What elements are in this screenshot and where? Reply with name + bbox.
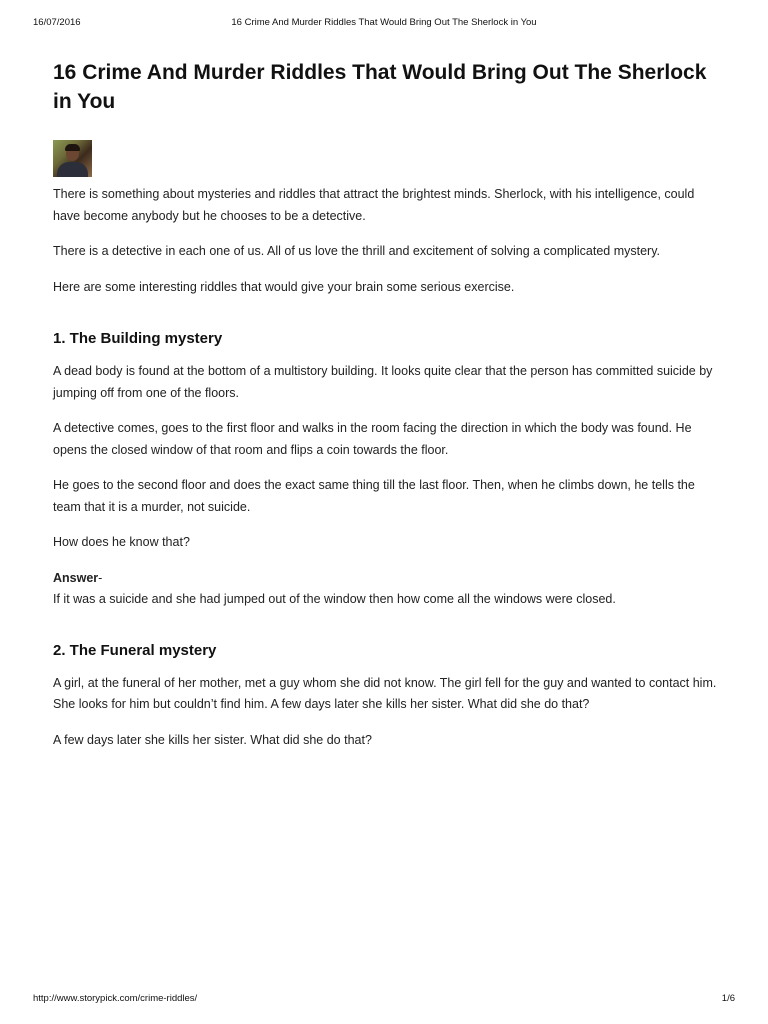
section-paragraph: A dead body is found at the bottom of a multistory building. It looks quite clear that the person has committed suicide by jumping off from one of the floors. xyxy=(53,364,713,400)
print-footer xyxy=(33,993,735,1007)
print-date: 16/07/2016 xyxy=(33,17,81,28)
section-heading-funeral-mystery: 2. The Funeral mystery xyxy=(53,641,217,659)
section-question: How does he know that? xyxy=(53,535,190,549)
print-url: http://www.storypick.com/crime-riddles/ xyxy=(33,993,198,1004)
article xyxy=(53,58,717,765)
intro-paragraph: Here are some interesting riddles that would give your brain some serious exercise. xyxy=(53,279,515,294)
answer-label: Answer xyxy=(53,570,99,585)
answer-block xyxy=(53,568,717,610)
intro-paragraph: There is a detective in each one of us. All of us love the thrill and excitement of solving a complicated mystery. xyxy=(53,244,661,258)
section-paragraph: A few days later she kills her sister. What did she do that? xyxy=(53,732,372,747)
author-avatar[interactable] xyxy=(53,140,92,177)
section-heading-building-mystery: 1. The Building mystery xyxy=(53,330,223,347)
print-header xyxy=(33,17,735,31)
intro-paragraph: There is something about mysteries and riddles that attract the brightest minds. Sherlock, with his intelligence, could have become anybody but he chooses to be a detective. xyxy=(53,187,695,223)
answer-text: If it was a suicide and she had jumped out of the window then how come all the windows were closed. xyxy=(53,591,616,606)
section-paragraph: A detective comes, goes to the first floor and walks in the room facing the direction in which the body was found. He opens the closed window of that room and flips a coin towards the floor. xyxy=(53,421,692,457)
answer-dash: - xyxy=(98,570,103,585)
page-number: 1/6 xyxy=(721,993,735,1004)
article-title: 16 Crime And Murder Riddles That Would Bring Out The Sherlock in You xyxy=(53,61,707,113)
section-paragraph: A girl, at the funeral of her mother, met a guy whom she did not know. The girl fell for the guy and wanted to contact him. She looks for him but couldn’t find him. A few days later she kills her sister. What did she do that? xyxy=(53,675,717,711)
print-document-title: 16 Crime And Murder Riddles That Would Bring Out The Sherlock in You xyxy=(231,17,537,28)
section-paragraph: He goes to the second floor and does the exact same thing till the last floor. Then, when he climbs down, he tells the team that it is a murder, not suicide. xyxy=(53,478,695,514)
